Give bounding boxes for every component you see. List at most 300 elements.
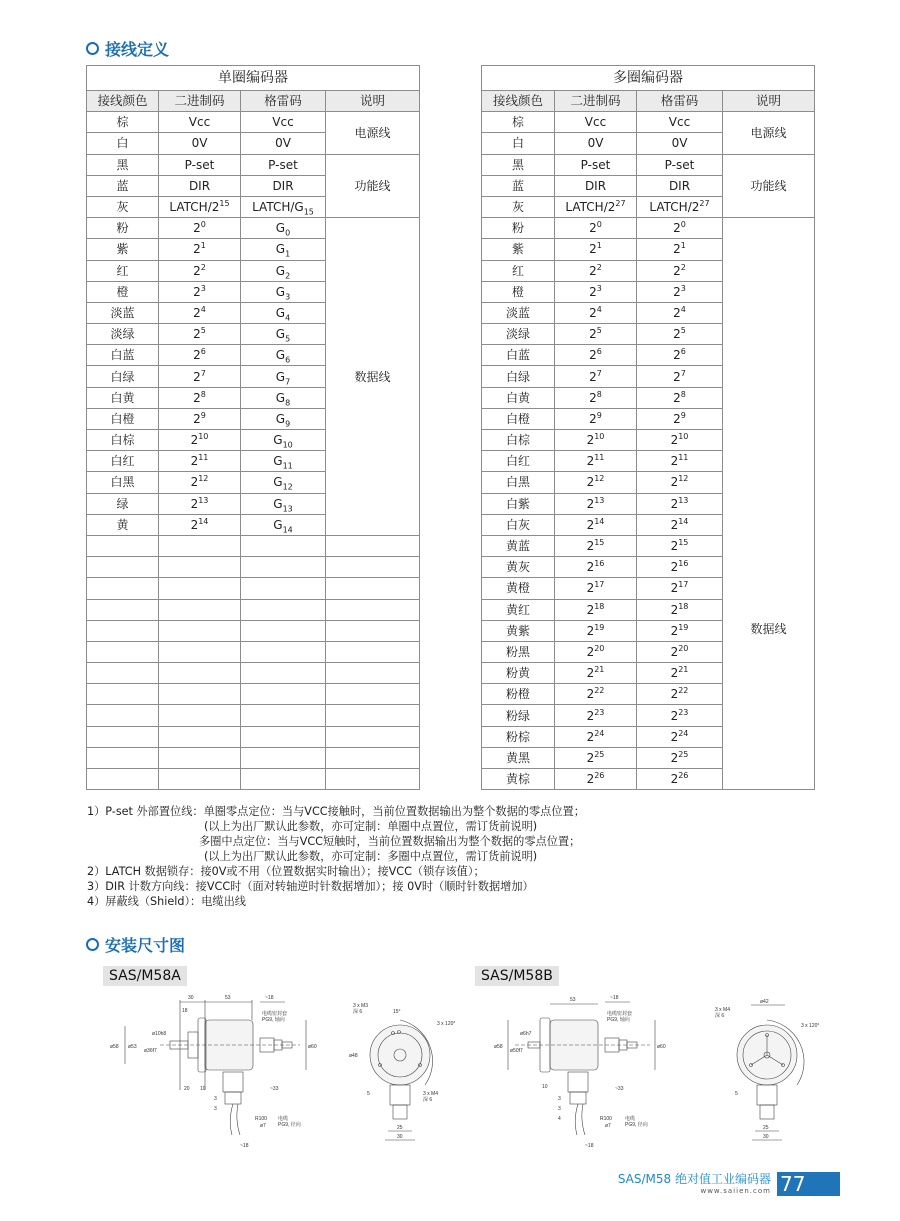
- binary-cell: $2^2$: [555, 260, 637, 281]
- wire-color-cell: 黄紫: [482, 620, 555, 641]
- header-gray: 格雷码: [241, 91, 326, 112]
- empty-cell: [87, 578, 159, 599]
- wire-color-cell: 黄黑: [482, 747, 555, 768]
- empty-table-row: [87, 769, 420, 790]
- dim-label: 3: [214, 1096, 217, 1102]
- dim-label: ø60: [308, 1044, 317, 1050]
- empty-cell: [159, 620, 241, 641]
- wire-color-cell: 白黑: [87, 472, 159, 493]
- empty-cell: [326, 726, 420, 747]
- empty-table-row: [87, 641, 420, 662]
- empty-cell: [87, 769, 159, 790]
- binary-cell: $2^{14}$: [555, 514, 637, 535]
- binary-cell: LATCH/$2^{27}$: [555, 196, 637, 217]
- footnote-line: 4）屏蔽线（Shield）：电缆出线: [87, 895, 246, 908]
- drawing-m58a-side-view: [100, 990, 320, 1160]
- dim-label: 53: [225, 995, 231, 1001]
- empty-cell: [326, 705, 420, 726]
- note-label: 电缆密封套: [607, 1011, 633, 1017]
- dim-label: 3 x 120°: [437, 1021, 456, 1027]
- wire-color-cell: 黄棕: [482, 769, 555, 790]
- binary-cell: $2^2$: [159, 260, 241, 281]
- wire-color-cell: 黄灰: [482, 557, 555, 578]
- gray-cell: $G_6$: [241, 345, 326, 366]
- dim-label: ø36f7: [144, 1048, 157, 1054]
- dim-label: ~18: [240, 1143, 249, 1149]
- footer-website: www.saiien.com: [700, 1187, 771, 1195]
- dim-label: ~18: [265, 995, 274, 1001]
- dim-label: ø42: [760, 999, 769, 1005]
- dim-label: ~33: [615, 1086, 624, 1092]
- group-data-cell: 数据线: [723, 218, 815, 790]
- gray-cell: $G_{14}$: [241, 514, 326, 535]
- binary-cell: $2^{23}$: [555, 705, 637, 726]
- dim-label: 25: [397, 1125, 403, 1131]
- empty-cell: [326, 641, 420, 662]
- wire-color-cell: 白黄: [87, 387, 159, 408]
- empty-table-row: [87, 578, 420, 599]
- wire-color-cell: 橙: [482, 281, 555, 302]
- empty-table-row: [87, 535, 420, 556]
- binary-cell: Vcc: [159, 112, 241, 133]
- empty-cell: [87, 557, 159, 578]
- empty-cell: [159, 705, 241, 726]
- dim-label: ø48: [349, 1053, 358, 1059]
- binary-cell: $2^3$: [555, 281, 637, 302]
- wire-color-cell: 白紫: [482, 493, 555, 514]
- wire-color-cell: 黄蓝: [482, 535, 555, 556]
- empty-cell: [87, 705, 159, 726]
- empty-cell: [241, 769, 326, 790]
- header-description: 说明: [723, 91, 815, 112]
- binary-cell: $2^7$: [555, 366, 637, 387]
- binary-cell: $2^{16}$: [555, 557, 637, 578]
- empty-cell: [87, 599, 159, 620]
- wire-color-cell: 淡绿: [482, 324, 555, 345]
- wire-color-cell: 绿: [87, 493, 159, 514]
- gray-cell: $2^{14}$: [637, 514, 723, 535]
- dim-label: 5: [367, 1091, 370, 1097]
- empty-cell: [87, 641, 159, 662]
- binary-cell: DIR: [159, 175, 241, 196]
- wire-color-cell: 白蓝: [482, 345, 555, 366]
- empty-cell: [241, 726, 326, 747]
- header-gray: 格雷码: [637, 91, 723, 112]
- multi-turn-wiring-table: [481, 65, 815, 790]
- dim-label: 深 6: [423, 1097, 433, 1103]
- gray-cell: $2^{12}$: [637, 472, 723, 493]
- binary-cell: LATCH/$2^{15}$: [159, 196, 241, 217]
- dim-label: 20: [184, 1086, 190, 1092]
- binary-cell: $2^6$: [159, 345, 241, 366]
- gray-cell: $G_{12}$: [241, 472, 326, 493]
- binary-cell: $2^8$: [555, 387, 637, 408]
- empty-cell: [159, 747, 241, 768]
- empty-cell: [326, 663, 420, 684]
- page-number: 77: [777, 1172, 840, 1196]
- binary-cell: $2^1$: [555, 239, 637, 260]
- gray-cell: $2^{11}$: [637, 451, 723, 472]
- empty-cell: [159, 599, 241, 620]
- empty-cell: [241, 747, 326, 768]
- footnote-line: (以上为出厂默认此参数，亦可定制：单圈中点置位，需订货前说明): [204, 820, 538, 833]
- wire-color-cell: 白: [87, 133, 159, 154]
- gray-cell: DIR: [241, 175, 326, 196]
- wire-color-cell: 粉棕: [482, 726, 555, 747]
- empty-cell: [159, 641, 241, 662]
- empty-cell: [326, 684, 420, 705]
- group-power-cell: 电源线: [723, 112, 815, 154]
- gray-cell: LATCH/$2^{27}$: [637, 196, 723, 217]
- empty-table-row: [87, 620, 420, 641]
- wire-color-cell: 白灰: [482, 514, 555, 535]
- dim-label: ø53: [128, 1044, 137, 1050]
- note-label: PG9, 轴向: [607, 1017, 630, 1023]
- dim-label: 3: [558, 1106, 561, 1112]
- dim-label: 3 x M4: [715, 1007, 731, 1013]
- table-title: 多圈编码器: [482, 66, 815, 91]
- wire-color-cell: 粉黑: [482, 641, 555, 662]
- gray-cell: $2^{17}$: [637, 578, 723, 599]
- binary-cell: $2^9$: [555, 408, 637, 429]
- binary-cell: P-set: [159, 154, 241, 175]
- dim-label: 3 x 120°: [801, 1023, 820, 1029]
- group-power-cell: 电源线: [326, 112, 420, 154]
- gray-cell: $2^7$: [637, 366, 723, 387]
- gray-cell: $2^3$: [637, 281, 723, 302]
- gray-cell: $G_{11}$: [241, 451, 326, 472]
- gray-cell: $2^5$: [637, 324, 723, 345]
- wire-color-cell: 黑: [87, 154, 159, 175]
- wire-color-cell: 白蓝: [87, 345, 159, 366]
- gray-cell: $G_{13}$: [241, 493, 326, 514]
- wire-color-cell: 白: [482, 133, 555, 154]
- gray-cell: $2^{18}$: [637, 599, 723, 620]
- header-description: 说明: [326, 91, 420, 112]
- gray-cell: Vcc: [637, 112, 723, 133]
- note-label: 电缆密封套: [262, 1011, 288, 1017]
- empty-table-row: [87, 705, 420, 726]
- wire-color-cell: 粉: [87, 218, 159, 239]
- gray-cell: $2^4$: [637, 302, 723, 323]
- gray-cell: P-set: [637, 154, 723, 175]
- wire-color-cell: 紫: [482, 239, 555, 260]
- drawing-m58b-side-view: [480, 990, 680, 1160]
- empty-cell: [241, 535, 326, 556]
- binary-cell: DIR: [555, 175, 637, 196]
- gray-cell: $2^8$: [637, 387, 723, 408]
- binary-cell: $2^3$: [159, 281, 241, 302]
- wire-color-cell: 白橙: [87, 408, 159, 429]
- empty-cell: [159, 535, 241, 556]
- dim-label: ~18: [610, 995, 619, 1001]
- binary-cell: $2^{12}$: [159, 472, 241, 493]
- footnote-line: 3）DIR 计数方向线：接VCC时（面对转轴逆时针数据增加）；接 0V时（顺时针数据增加）: [87, 880, 534, 893]
- header-wire-color: 接线颜色: [482, 91, 555, 112]
- dim-label: ~33: [270, 1086, 279, 1092]
- wire-color-cell: 红: [482, 260, 555, 281]
- gray-cell: 0V: [637, 133, 723, 154]
- binary-cell: $2^{18}$: [555, 599, 637, 620]
- note-label: PG9, 轴向: [262, 1017, 285, 1023]
- dim-label: 30: [397, 1134, 403, 1140]
- footnote-line: 2）LATCH 数据锁存：接0V或不用（位置数据实时输出）；接VCC（锁存该值）；: [87, 865, 485, 878]
- dim-label: 3: [558, 1096, 561, 1102]
- empty-table-row: [87, 557, 420, 578]
- dim-label: 53: [570, 997, 576, 1003]
- gray-cell: $2^{16}$: [637, 557, 723, 578]
- dim-label: 25: [763, 1125, 769, 1131]
- gray-cell: $2^{21}$: [637, 663, 723, 684]
- binary-cell: $2^{10}$: [555, 430, 637, 451]
- gray-cell: DIR: [637, 175, 723, 196]
- table-row: [482, 112, 815, 133]
- empty-cell: [87, 535, 159, 556]
- binary-cell: $2^{11}$: [555, 451, 637, 472]
- empty-cell: [241, 578, 326, 599]
- gray-cell: $2^{22}$: [637, 684, 723, 705]
- binary-cell: $2^{11}$: [159, 451, 241, 472]
- gray-cell: LATCH/$G_{15}$: [241, 196, 326, 217]
- wire-color-cell: 白红: [482, 451, 555, 472]
- empty-table-row: [87, 726, 420, 747]
- footnote-line: 1）P-set 外部置位线：单圈零点定位：当与VCC接触时，当前位置数据输出为整个数据的零点位置；: [87, 805, 585, 818]
- single-turn-wiring-table: [86, 65, 420, 790]
- dim-label: 18: [182, 1008, 188, 1014]
- binary-cell: $2^{10}$: [159, 430, 241, 451]
- empty-cell: [87, 684, 159, 705]
- gray-cell: $G_0$: [241, 218, 326, 239]
- wire-color-cell: 白棕: [87, 430, 159, 451]
- binary-cell: $2^4$: [555, 302, 637, 323]
- wire-color-cell: 紫: [87, 239, 159, 260]
- gray-cell: $G_2$: [241, 260, 326, 281]
- group-function-cell: 功能线: [326, 154, 420, 218]
- dim-label: 3 x M4: [423, 1091, 439, 1097]
- note-label: PG9, 径向: [278, 1122, 301, 1128]
- group-function-cell: 功能线: [723, 154, 815, 218]
- wire-color-cell: 淡绿: [87, 324, 159, 345]
- binary-cell: $2^5$: [159, 324, 241, 345]
- dim-label: ø10h8: [152, 1031, 167, 1037]
- dim-label: 30: [763, 1134, 769, 1140]
- wire-color-cell: 灰: [482, 196, 555, 217]
- drawing-m58a-front-view: [345, 995, 465, 1145]
- table-row: [482, 218, 815, 239]
- dim-label: 4: [558, 1116, 561, 1122]
- empty-cell: [241, 641, 326, 662]
- wire-color-cell: 蓝: [87, 175, 159, 196]
- wire-color-cell: 黄: [87, 514, 159, 535]
- binary-cell: $2^9$: [159, 408, 241, 429]
- note-label: 电缆: [625, 1116, 636, 1122]
- dim-label: 10: [200, 1086, 206, 1092]
- empty-table-row: [87, 747, 420, 768]
- wire-color-cell: 淡蓝: [482, 302, 555, 323]
- empty-cell: [326, 578, 420, 599]
- gray-cell: $G_3$: [241, 281, 326, 302]
- dim-label: ø60: [657, 1044, 666, 1050]
- empty-cell: [159, 557, 241, 578]
- page-footer: [618, 1170, 840, 1196]
- binary-cell: $2^{14}$: [159, 514, 241, 535]
- empty-cell: [326, 557, 420, 578]
- empty-cell: [87, 747, 159, 768]
- table-row: [87, 218, 420, 239]
- note-label: PG9, 径向: [625, 1122, 648, 1128]
- wire-color-cell: 白黄: [482, 387, 555, 408]
- footnote-line: (以上为出厂默认此参数，亦可定制：多圈中点置位，需订货前说明): [204, 850, 538, 863]
- binary-cell: $2^7$: [159, 366, 241, 387]
- gray-cell: $2^9$: [637, 408, 723, 429]
- circle-bullet-icon: [86, 938, 99, 951]
- empty-cell: [241, 663, 326, 684]
- binary-cell: $2^{12}$: [555, 472, 637, 493]
- binary-cell: $2^{13}$: [555, 493, 637, 514]
- binary-cell: $2^{21}$: [555, 663, 637, 684]
- group-data-cell: 数据线: [326, 218, 420, 536]
- binary-cell: $2^1$: [159, 239, 241, 260]
- wire-color-cell: 粉绿: [482, 705, 555, 726]
- wire-color-cell: 淡蓝: [87, 302, 159, 323]
- binary-cell: 0V: [159, 133, 241, 154]
- gray-cell: $2^{19}$: [637, 620, 723, 641]
- binary-cell: $2^5$: [555, 324, 637, 345]
- gray-cell: $2^{15}$: [637, 535, 723, 556]
- dim-label: R100: [255, 1116, 267, 1122]
- wire-color-cell: 蓝: [482, 175, 555, 196]
- binary-cell: $2^{15}$: [555, 535, 637, 556]
- table-row: [87, 112, 420, 133]
- section-title-text: 安装尺寸图: [105, 936, 186, 955]
- binary-cell: $2^{25}$: [555, 747, 637, 768]
- dim-label: 3 x M3: [353, 1003, 369, 1009]
- wire-color-cell: 黑: [482, 154, 555, 175]
- wire-color-cell: 粉橙: [482, 684, 555, 705]
- footnotes: [87, 804, 585, 909]
- empty-cell: [87, 726, 159, 747]
- gray-cell: $2^{13}$: [637, 493, 723, 514]
- dim-label: 深 6: [353, 1009, 363, 1015]
- note-label: 电缆: [278, 1116, 289, 1122]
- empty-cell: [159, 663, 241, 684]
- wire-color-cell: 黄红: [482, 599, 555, 620]
- table-row: [482, 154, 815, 175]
- wire-color-cell: 棕: [87, 112, 159, 133]
- wire-color-cell: 粉黄: [482, 663, 555, 684]
- dim-label: 10: [542, 1084, 548, 1090]
- empty-table-row: [87, 599, 420, 620]
- wire-color-cell: 白黑: [482, 472, 555, 493]
- dim-label: ø58: [110, 1044, 119, 1050]
- dim-label: ~18: [585, 1143, 594, 1149]
- wire-color-cell: 白红: [87, 451, 159, 472]
- dim-label: 3: [214, 1106, 217, 1112]
- gray-cell: P-set: [241, 154, 326, 175]
- table-title: 单圈编码器: [87, 66, 420, 91]
- dim-label: ø7: [605, 1123, 611, 1129]
- binary-cell: $2^{22}$: [555, 684, 637, 705]
- wire-color-cell: 灰: [87, 196, 159, 217]
- gray-cell: $G_8$: [241, 387, 326, 408]
- section-title-text: 接线定义: [105, 40, 170, 59]
- gray-cell: $2^{24}$: [637, 726, 723, 747]
- wire-color-cell: 橙: [87, 281, 159, 302]
- wire-color-cell: 棕: [482, 112, 555, 133]
- binary-cell: $2^{24}$: [555, 726, 637, 747]
- wire-color-cell: 白橙: [482, 408, 555, 429]
- binary-cell: P-set: [555, 154, 637, 175]
- gray-cell: $2^0$: [637, 218, 723, 239]
- model-label-m58a: SAS/M58A: [103, 966, 187, 986]
- binary-cell: $2^{26}$: [555, 769, 637, 790]
- footnote-line: 多圈中点定位：当与VCC短触时，当前位置数据输出为整个数据的零点位置；: [199, 835, 581, 848]
- dim-label: 深 6: [715, 1013, 725, 1019]
- binary-cell: $2^0$: [555, 218, 637, 239]
- gray-cell: $2^{25}$: [637, 747, 723, 768]
- dim-label: ø7: [260, 1123, 266, 1129]
- empty-cell: [241, 599, 326, 620]
- empty-table-row: [87, 684, 420, 705]
- gray-cell: $2^{20}$: [637, 641, 723, 662]
- model-label-m58b: SAS/M58B: [475, 966, 559, 986]
- binary-cell: $2^0$: [159, 218, 241, 239]
- gray-cell: $G_9$: [241, 408, 326, 429]
- binary-cell: $2^8$: [159, 387, 241, 408]
- binary-cell: Vcc: [555, 112, 637, 133]
- gray-cell: $2^{10}$: [637, 430, 723, 451]
- dim-label: 5: [735, 1091, 738, 1097]
- dim-label: ø50f7: [510, 1048, 523, 1054]
- table-row: [87, 154, 420, 175]
- wire-color-cell: 粉: [482, 218, 555, 239]
- empty-cell: [159, 578, 241, 599]
- empty-cell: [326, 620, 420, 641]
- dim-label: R100: [600, 1116, 612, 1122]
- wire-color-cell: 红: [87, 260, 159, 281]
- empty-cell: [241, 705, 326, 726]
- wire-color-cell: 白绿: [87, 366, 159, 387]
- binary-cell: $2^{13}$: [159, 493, 241, 514]
- binary-cell: $2^6$: [555, 345, 637, 366]
- binary-cell: $2^4$: [159, 302, 241, 323]
- gray-cell: $G_7$: [241, 366, 326, 387]
- empty-cell: [159, 726, 241, 747]
- empty-cell: [326, 769, 420, 790]
- dim-label: ø6h7: [520, 1031, 532, 1037]
- empty-cell: [326, 747, 420, 768]
- empty-cell: [241, 684, 326, 705]
- empty-cell: [159, 684, 241, 705]
- empty-cell: [159, 769, 241, 790]
- wire-color-cell: 白绿: [482, 366, 555, 387]
- gray-cell: $2^6$: [637, 345, 723, 366]
- empty-cell: [326, 599, 420, 620]
- binary-cell: $2^{19}$: [555, 620, 637, 641]
- gray-cell: $G_4$: [241, 302, 326, 323]
- gray-cell: 0V: [241, 133, 326, 154]
- section-title-dimensions: [86, 933, 185, 956]
- dim-label: 15°: [393, 1009, 401, 1015]
- binary-cell: $2^{20}$: [555, 641, 637, 662]
- header-binary: 二进制码: [555, 91, 637, 112]
- wire-color-cell: 白棕: [482, 430, 555, 451]
- dim-label: ø58: [494, 1044, 503, 1050]
- circle-bullet-icon: [86, 42, 99, 55]
- gray-cell: $2^2$: [637, 260, 723, 281]
- footer-product-name: SAS/M58 绝对值工业编码器: [617, 1172, 771, 1186]
- empty-cell: [326, 535, 420, 556]
